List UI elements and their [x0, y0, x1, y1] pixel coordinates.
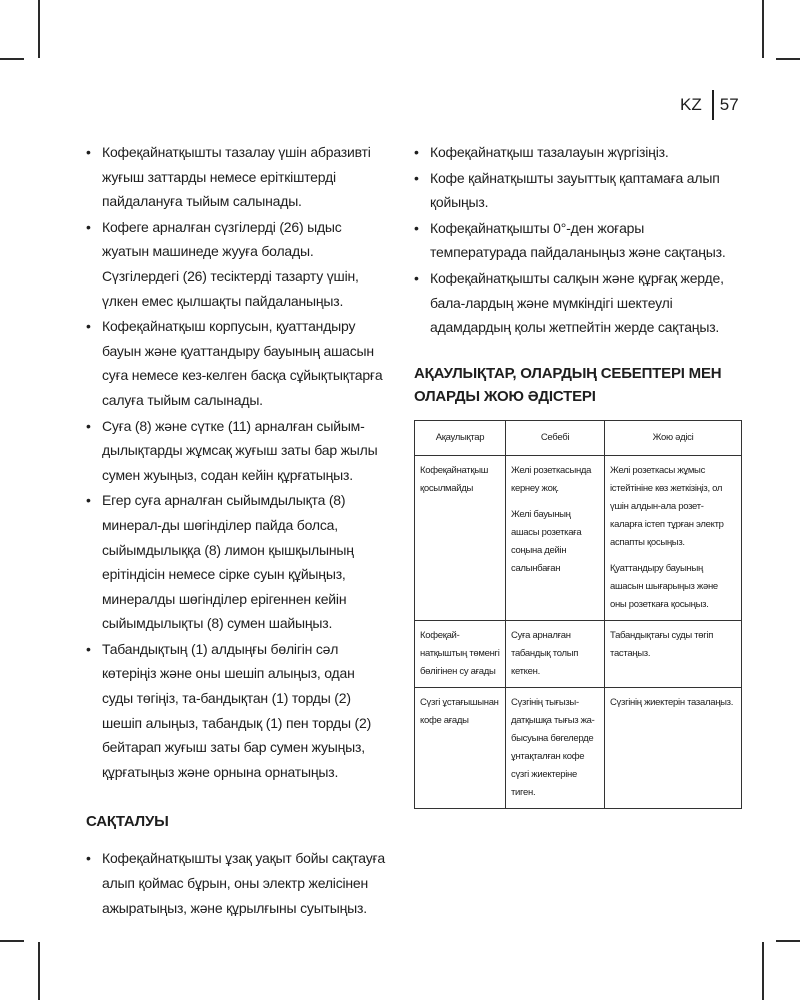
right-column: [414, 140, 744, 809]
crop-mark: [0, 940, 24, 942]
page-header: [680, 90, 739, 120]
fix-cell: [605, 620, 742, 687]
cell-text: Сүзгінің жиектерін тазалаңыз.: [610, 696, 734, 708]
table-row: [415, 687, 742, 808]
problem-cell: [415, 687, 506, 808]
cell-text: Желі розеткасы жұмыс істейтініне көз жеткізіңіз, ол үшін алдын-ала розет-каларға істеп тұрған электр аспапты қосыңыз.: [610, 464, 724, 548]
problem-cell: [415, 455, 506, 620]
cleaning-list: [86, 140, 386, 784]
column-header: Себебі: [506, 420, 605, 455]
list-item: • Кофеқайнатқышты ұзақ уақыт бойы сақтауға алып қоймас бұрын, оны электр желісінен ажыратыңыз, және құрылғыны суытыңыз.: [86, 846, 386, 920]
column-header: Ақаулықтар: [415, 420, 506, 455]
cell-text: Сүзгінің тығызы-датқышқа тығыз жа-бысуына бөгелерде ұнтақталған кофе сүзгі жиектеріне тиген.: [511, 696, 595, 798]
left-column: [86, 140, 386, 921]
table-header-row: [415, 420, 742, 455]
storage-list: [86, 846, 386, 920]
crop-mark: [776, 58, 800, 60]
cell-text: Қуаттандыру бауының ашасын шығарыңыз және оны розеткаға қосыңыз.: [610, 562, 718, 610]
list-item: • Табандықтың (1) алдыңғы бөлігін сәл көтеріңіз және оны шешіп алыңыз, одан суды төгіңіз, та-бандықтан (1) торды (2) шешіп алыңыз, табандық (1) пен торды (2) бейтарап жуғыш заты бар сумен жуыңыз, құрғатыңыз және орнына орнатыңыз.: [86, 637, 386, 785]
crop-mark: [762, 0, 764, 58]
column-header: Жою әдісі: [605, 420, 742, 455]
problem-cell: [415, 620, 506, 687]
storage-heading: САҚТАЛУЫ: [86, 813, 169, 831]
crop-mark: [776, 940, 800, 942]
list-item: • Кофе қайнатқышты зауыттық қаптамаға алып қойыңыз.: [414, 166, 744, 215]
fix-cell: [605, 687, 742, 808]
fix-cell: [605, 455, 742, 620]
list-item: • Кофеқайнатқыш тазалауын жүргізіңіз.: [414, 140, 744, 165]
crop-mark: [0, 58, 24, 60]
troubleshooting-heading: АҚАУЛЫҚТАР, ОЛАРДЫҢ СЕБЕПТЕРІ МЕН ОЛАРДЫ ЖОЮ ӘДІСТЕРІ: [414, 364, 722, 405]
list-item: • Егер суға арналған сыйымдылықта (8) минерал-ды шөгінділер пайда болса, сыйымдылыққа (8) лимон қышқылының ерітіндісін немесе сірке суын құйыңыз, минералды шөгінділер ерігеннен кейін сыйымдылықты (8) сумен шайыңыз.: [86, 488, 386, 636]
cause-cell: [506, 687, 605, 808]
cell-text: Желі бауының ашасы розеткаға соңына дейін салынбаған: [511, 508, 582, 574]
table-row: [415, 620, 742, 687]
page-number: 57: [719, 95, 739, 114]
crop-mark: [38, 0, 40, 58]
cause-cell: [506, 455, 605, 620]
cell-text: Кофеқайнатқыш қосылмайды: [420, 464, 489, 494]
list-item: • Кофеге арналған сүзгілерді (26) ыдыс жуатын машинеде жууға болады. Сүзгілердегі (26) тесіктерді тазарту үшін, үлкен емес қылшақты пайдаланыңыз.: [86, 215, 386, 313]
list-item: • Кофеқайнатқышты салқын және құрғақ жерде, бала-лардың және мүмкіндігі шектеулі адамдардың қолы жетпейтін жерде сақтаңыз.: [414, 266, 744, 340]
storage-list-continued: [414, 140, 744, 340]
list-item: • Кофеқайнатқышты тазалау үшін абразивті жуғыш заттарды немесе еріткіштерді пайдалануға тыйым салынады.: [86, 140, 386, 214]
troubleshooting-table: [414, 420, 742, 809]
language-code: KZ: [680, 95, 702, 114]
cell-text: Табандықтағы суды төгіп тастаңыз.: [610, 629, 714, 659]
crop-mark: [38, 942, 40, 1000]
table-row: [415, 455, 742, 620]
cell-text: Желі розеткасында кернеу жоқ.: [511, 464, 592, 494]
list-item: • Кофеқайнатқыш корпусын, қуаттандыру бауын және қуаттандыру бауының ашасын суға немесе кез-келген басқа сұйықтықтарға салуға тыйым салынады.: [86, 314, 386, 412]
cell-text: Кофеқай-натқыштың төменгі бөлігінен су ағады: [420, 629, 500, 677]
cell-text: Суға арналған табандық толып кеткен.: [511, 629, 579, 677]
crop-mark: [762, 942, 764, 1000]
list-item: • Кофеқайнатқышты 0°-ден жоғары температурада пайдаланыңыз және сақтаңыз.: [414, 216, 744, 265]
header-divider: [712, 90, 714, 120]
list-item: • Суға (8) және сүтке (11) арналған сыйым-дылықтарды жұмсақ жуғыш заты бар жылы сумен жуыңыз, содан кейін құрғатыңыз.: [86, 414, 386, 488]
cause-cell: [506, 620, 605, 687]
cell-text: Сүзгі ұстағышынан кофе ағады: [420, 696, 499, 726]
